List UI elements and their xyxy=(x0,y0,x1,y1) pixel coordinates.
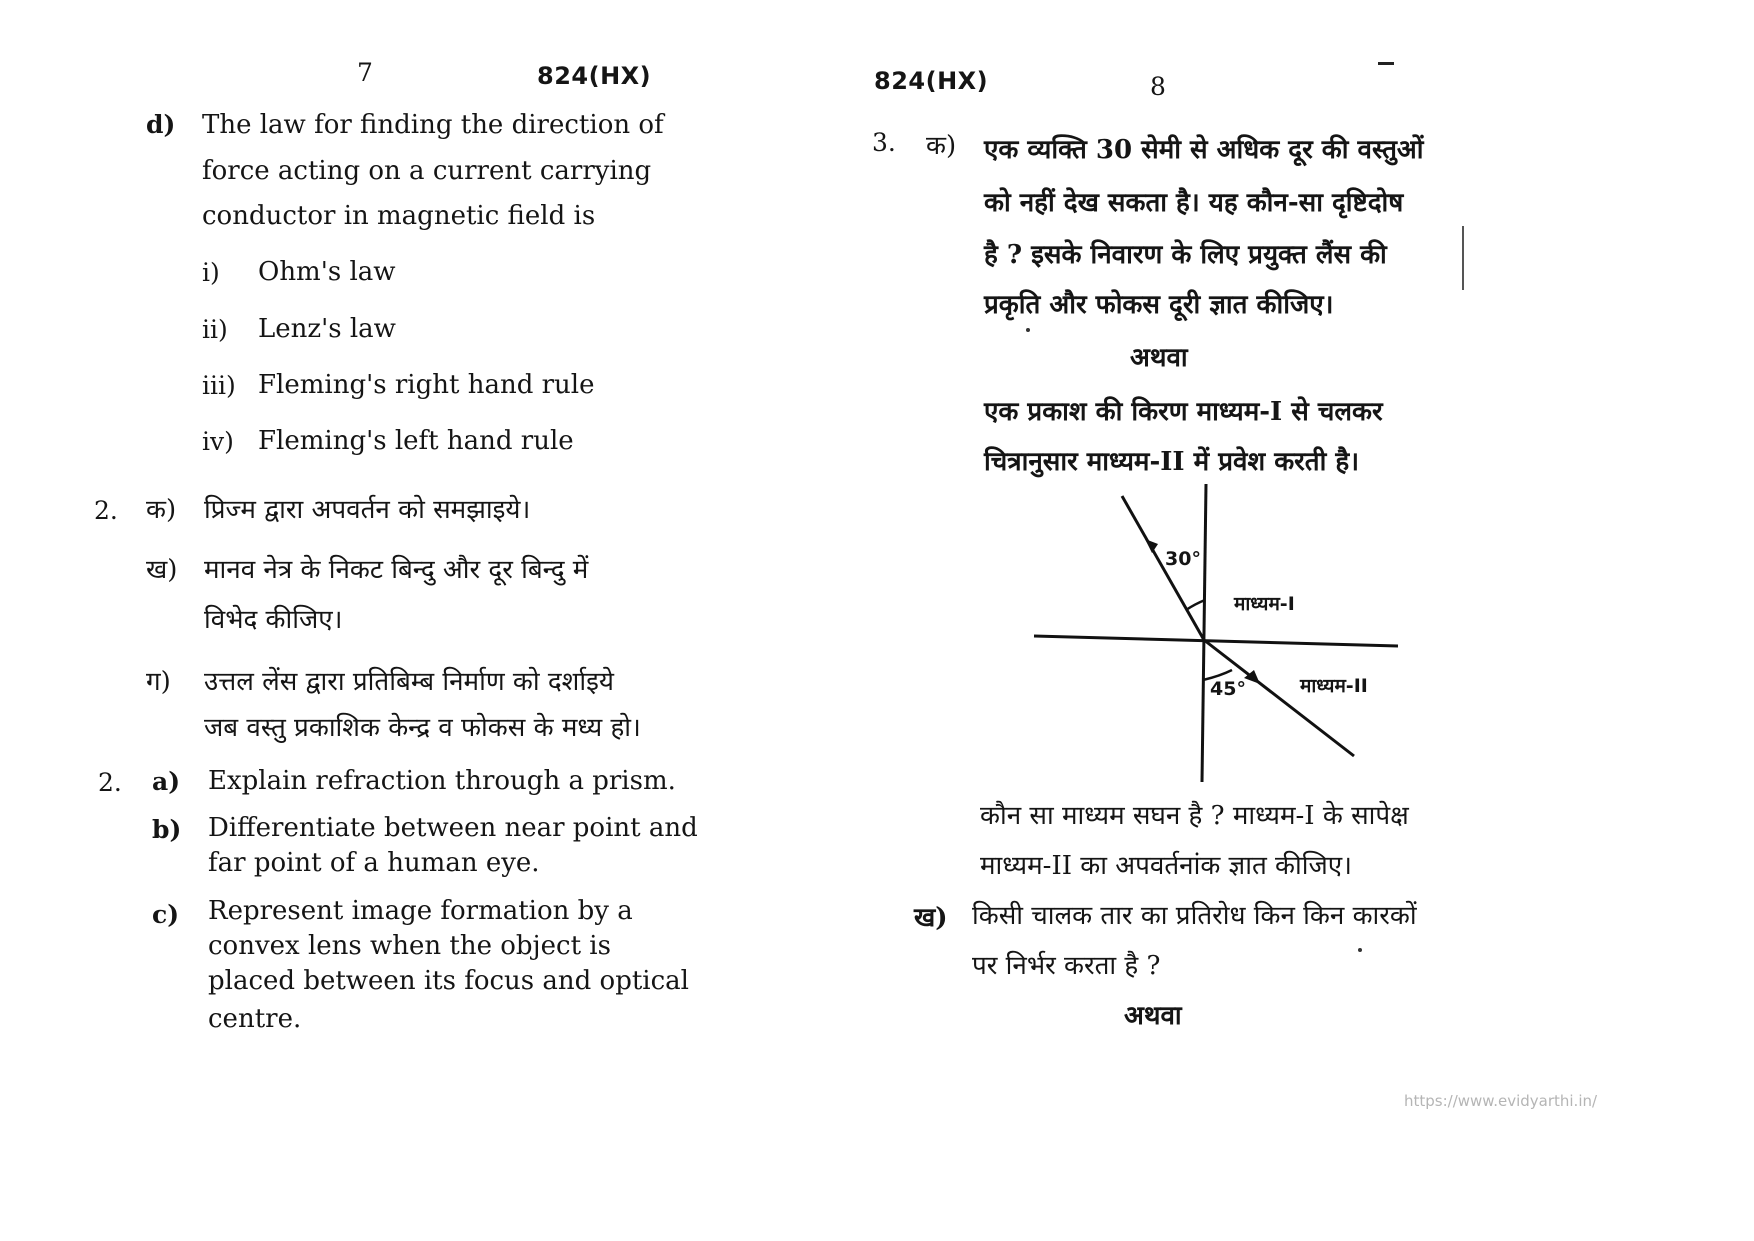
q2-hindi-part-line: उत्तल लेंस द्वारा प्रतिबिम्ब निर्माण को दर्शाइये xyxy=(204,667,614,697)
option-text: Ohm's law xyxy=(258,257,396,287)
option-num: iv) xyxy=(202,427,234,456)
q2-hindi-part-label: क) xyxy=(146,495,177,525)
right-page-number: 8 xyxy=(1150,72,1166,101)
option-text: Lenz's law xyxy=(258,314,396,344)
q3-part-a-label: क) xyxy=(926,131,957,161)
q3-part-a-line: एक व्यक्ति 30 सेमी से अधिक दूर की वस्तुओं xyxy=(984,135,1424,165)
q3-part-b-label: ख) xyxy=(914,903,948,933)
incidence-angle-arc xyxy=(1186,600,1205,610)
q3-after-figure-line: कौन सा माध्यम सघन है ? माध्यम-I के सापेक्ष xyxy=(980,801,1409,831)
speck xyxy=(1026,328,1030,332)
scan-mark xyxy=(1378,62,1394,65)
option-text: Fleming's right hand rule xyxy=(258,370,595,400)
speck xyxy=(1358,948,1362,952)
medium-2-label: माध्यम-II xyxy=(1300,675,1368,697)
incident-arrow-icon xyxy=(1145,539,1158,553)
q3-part-b-line: पर निर्भर करता है ? xyxy=(972,951,1161,981)
option-text: Fleming's left hand rule xyxy=(258,426,574,456)
q1d-line-2: force acting on a current carrying xyxy=(202,156,652,186)
q3-part-a-line: है ? इसके निवारण के लिए प्रयुक्त लैंस की xyxy=(984,240,1387,270)
q1d-line-3: conductor in magnetic field is xyxy=(202,201,596,231)
q2-english-part-line: placed between its focus and optical xyxy=(208,966,689,996)
option-num: ii) xyxy=(202,315,228,344)
q2-english-part-label: b) xyxy=(152,815,182,844)
q2-english-part-line: Differentiate between near point and xyxy=(208,813,698,843)
q3-part-b-line: किसी चालक तार का प्रतिरोध किन किन कारकों xyxy=(972,901,1417,931)
q2-hindi-part-line: मानव नेत्र के निकट बिन्दु और दूर बिन्दु में xyxy=(204,555,589,585)
q2-hindi-part-line: प्रिज्म द्वारा अपवर्तन को समझाइये। xyxy=(204,495,531,525)
q3-after-figure-line: माध्यम-II का अपवर्तनांक ज्ञात कीजिए। xyxy=(980,851,1352,881)
q2-english-part-line: Represent image formation by a xyxy=(208,896,633,926)
margin-mark xyxy=(1462,226,1464,290)
q1d-label: d) xyxy=(146,110,176,139)
q2-english-part-line: far point of a human eye. xyxy=(208,848,540,878)
interface-line xyxy=(1034,636,1398,646)
q2-english-part-line: centre. xyxy=(208,1004,302,1034)
q2-english-part-label: c) xyxy=(152,900,180,929)
q2-english-part-label: a) xyxy=(152,767,181,796)
q2-hindi-part-label: ग) xyxy=(146,667,171,697)
watermark-url: https://www.evidyarthi.in/ xyxy=(1404,1092,1598,1110)
angle-incidence-label: 30° xyxy=(1165,548,1201,570)
q2-english-number: 2. xyxy=(98,768,122,797)
q2-hindi-number: 2. xyxy=(94,496,118,525)
q3-alt-line: एक प्रकाश की किरण माध्यम-I से चलकर xyxy=(984,397,1383,427)
medium-1-label: माध्यम-I xyxy=(1234,593,1295,615)
or-divider: अथवा xyxy=(1124,1001,1182,1031)
q2-english-part-line: convex lens when the object is xyxy=(208,931,611,961)
q3-number: 3. xyxy=(872,128,896,157)
angle-refraction-label: 45° xyxy=(1210,678,1246,700)
q1d-line-1: The law for finding the direction of xyxy=(202,110,664,140)
option-num: iii) xyxy=(202,371,236,400)
q3-part-a-line: प्रकृति और फोकस दूरी ज्ञात कीजिए। xyxy=(984,290,1334,320)
q2-hindi-part-line: जब वस्तु प्रकाशिक केन्द्र व फोकस के मध्य हो। xyxy=(204,713,641,743)
q2-hindi-part-label: ख) xyxy=(146,555,178,585)
left-page-code: 824(HX) xyxy=(537,62,652,90)
q2-hindi-part-line: विभेद कीजिए। xyxy=(204,605,343,635)
q3-alt-line: चित्रानुसार माध्यम-II में प्रवेश करती है। xyxy=(984,447,1360,477)
q2-english-part-line: Explain refraction through a prism. xyxy=(208,766,676,796)
q3-part-a-line: को नहीं देख सकता है। यह कौन-सा दृष्टिदोष xyxy=(984,188,1404,218)
normal-line xyxy=(1202,484,1206,782)
refraction-diagram xyxy=(1020,476,1420,796)
left-page-number: 7 xyxy=(357,58,373,87)
option-num: i) xyxy=(202,258,220,287)
right-page-code: 824(HX) xyxy=(874,67,989,95)
or-divider: अथवा xyxy=(1130,343,1188,373)
